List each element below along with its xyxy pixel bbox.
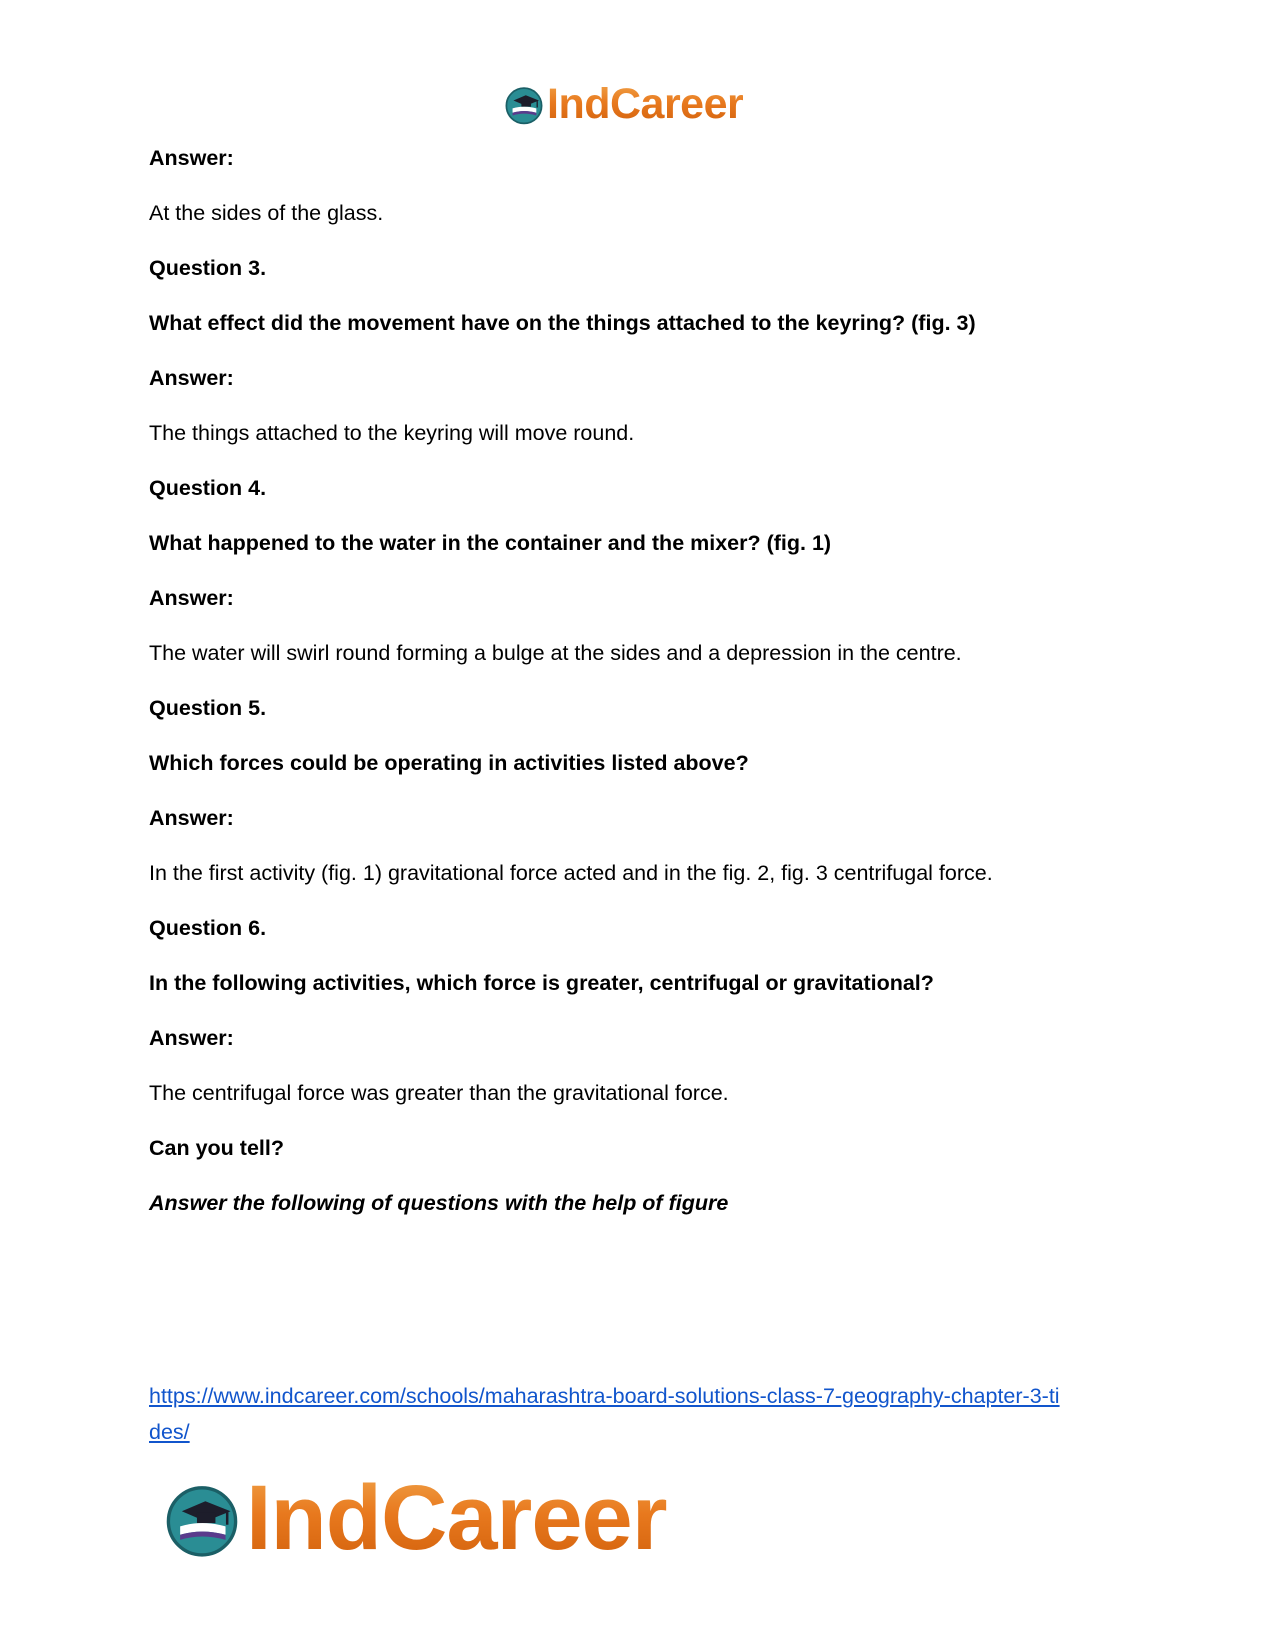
section-heading: Can you tell?: [149, 1136, 284, 1160]
answer-text: In the first activity (fig. 1) gravitational force acted and in the fig. 2, fig. 3 centrifugal force.: [149, 861, 993, 885]
answer-label: Answer:: [149, 586, 234, 610]
question-text: What effect did the movement have on the things attached to the keyring? (fig. 3): [149, 311, 976, 335]
instruction-text: Answer the following of questions with the help of figure: [149, 1191, 729, 1215]
url-line-1: https://www.indcareer.com/schools/maharashtra-board-solutions-class-7-geography-chapter-3-ti: [149, 1384, 1060, 1408]
graduation-cap-book-globe-icon: [502, 82, 546, 126]
question-number: Question 3.: [149, 256, 267, 280]
question-text: In the following activities, which force is greater, centrifugal or gravitational?: [149, 971, 934, 995]
question-text: Which forces could be operating in activities listed above?: [149, 751, 749, 775]
source-url-link[interactable]: [149, 1378, 1129, 1450]
url-line-2: des/: [149, 1420, 190, 1444]
answer-text: The water will swirl round forming a bulge at the sides and a depression in the centre.: [149, 641, 962, 665]
answer-text: At the sides of the glass.: [149, 201, 384, 225]
question-text: What happened to the water in the container and the mixer? (fig. 1): [149, 531, 832, 555]
question-number: Question 6.: [149, 916, 267, 940]
answer-label: Answer:: [149, 806, 234, 830]
question-number: Question 4.: [149, 476, 267, 500]
document-body: [149, 146, 1139, 1216]
logo-text: IndCareer: [246, 1467, 667, 1569]
question-number: Question 5.: [149, 696, 267, 720]
answer-label: Answer:: [149, 1026, 234, 1050]
answer-text: The centrifugal force was greater than the gravitational force.: [149, 1081, 729, 1105]
answer-text: The things attached to the keyring will move round.: [149, 421, 635, 445]
logo-text: IndCareer: [547, 79, 744, 128]
header-logo: [502, 80, 743, 128]
graduation-cap-book-globe-icon: [160, 1476, 244, 1560]
answer-label: Answer:: [149, 366, 234, 390]
answer-label: Answer:: [149, 146, 234, 170]
footer-logo: [160, 1468, 667, 1568]
